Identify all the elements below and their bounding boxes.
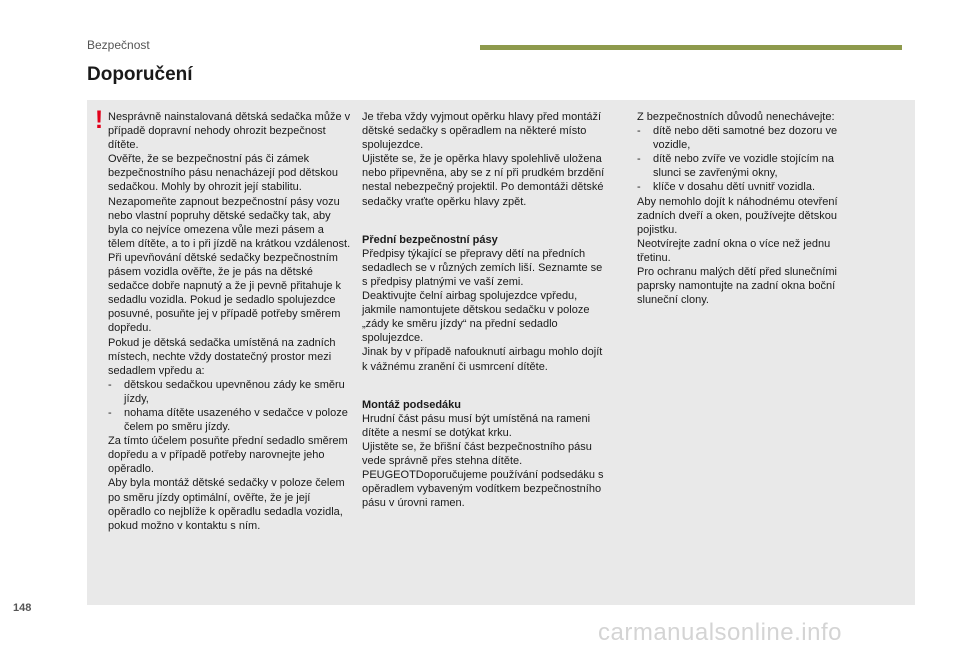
paragraph: Jinak by v případě nafouknutí airbagu mohlo dojít k vážnému zranění či usmrcení dítěte. (362, 346, 603, 373)
page-number: 148 (13, 602, 32, 614)
paragraph: Pro ochranu malých dětí před slunečními paprsky namontujte na zadní okna boční sluneční clony. (637, 266, 837, 307)
bullet-dash: - (108, 378, 112, 391)
bullet-dash: - (637, 153, 641, 166)
paragraph: Nesprávně nainstalovaná dětská sedačka může v případě dopravní nehody ohrozit bezpečnost dítěte. (108, 111, 351, 152)
list-item-text: dítě nebo zvíře ve vozidle stojícím na slunci se zavřenými okny, (653, 153, 834, 180)
list-item-text: klíče v dosahu dětí uvnitř vozidla. (653, 181, 816, 194)
paragraph: Nezapomeňte zapnout bezpečnostní pásy vozu nebo vlastní popruhy dětské sedačky tak, aby byla co nejvíce omezena vůle mezi pásem a tělem dítěte, a to i při jízdě na krátkou vzdálenost. (108, 195, 351, 250)
list-item (108, 406, 352, 434)
list-item (637, 124, 865, 152)
list-item-text: nohama dítěte usazeného v sedačce v poloze čelem po směru jízdy. (124, 406, 348, 434)
spacer (362, 221, 608, 233)
column-1 (108, 110, 352, 533)
paragraph: Ověřte, že se bezpečnostní pás či zámek bezpečnostního pásu nenacházejí pod dětskou sedačkou. Mohly by ohrozit její stabilitu. (108, 153, 338, 194)
subheading-front-seatbelts: Přední bezpečnostní pásy (362, 233, 498, 246)
paragraph: Aby byla montáž dětské sedačky v poloze čelem po směru jízdy optimální, ověřte, že je její opěradlo co nejblíže k opěradlu sedadla vozidla, pokud možno v kontaktu s ním. (108, 477, 345, 532)
paragraph: Předpisy týkající se přepravy dětí na předních sedadlech se v různých zemích liší. Seznamte se s předpisy platnými ve vaší zemi. (362, 247, 603, 288)
list-item-text: dětskou sedačkou upevněnou zády ke směru jízdy, (124, 378, 345, 405)
spacer (362, 209, 608, 221)
column-3 (637, 110, 865, 307)
paragraph: Za tímto účelem posuňte přední sedadlo směrem dopředu a v případě potřeby narovnejte jeho opěradlo. (108, 435, 348, 476)
list-item (637, 152, 865, 180)
paragraph: Deaktivujte čelní airbag spolujezdce vpředu, jakmile namontujete dětskou sedačku v poloze „zády ke směru jízdy“ na přední sedadlo spolujezdce. (362, 290, 590, 345)
list-item-text: dítě nebo děti samotné bez dozoru ve vozidle, (653, 125, 838, 152)
section-header: Bezpečnost (87, 38, 150, 52)
spacer (362, 386, 608, 398)
paragraph: Z bezpečnostních důvodů nenechávejte: (637, 111, 835, 123)
column-2 (362, 110, 608, 510)
watermark-text: carmanualsonline.info (598, 619, 842, 646)
paragraph: Neotvírejte zadní okna o více než jednu třetinu. (637, 237, 831, 264)
paragraph: Aby nemohlo dojít k náhodnému otevření zadních dveří a oken, používejte dětskou pojistku. (637, 195, 838, 236)
header-accent-bar (480, 45, 902, 50)
list-item (108, 378, 352, 406)
paragraph: Je třeba vždy vyjmout opěrku hlavy před montáží dětské sedačky s opěradlem na některé místo spolujezdce. (362, 111, 602, 152)
paragraph: Při upevňování dětské sedačky bezpečnostním pásem vozidla ověřte, že je pás na dětské sedačce dobře napnutý a že ji pevně přitahuje k sedadlu vozidla. Pokud je sedadlo spolujezdce posuvné, posuňte jej v případě potřeby směrem dopředu. (108, 251, 341, 335)
list-item (637, 180, 865, 194)
paragraph: Ujistěte se, že je opěrka hlavy spolehlivě uložena nebo připevněna, aby se z ní při prudkém brzdění nestal nebezpečný projektil. Po demontáži dětské sedačky vraťte opěrku hlavy zpět. (362, 153, 605, 208)
subheading-booster-mounting: Montáž podsedáku (362, 398, 462, 411)
page-title: Doporučení (87, 64, 193, 85)
paragraph: Hrudní část pásu musí být umístěná na rameni dítěte a nesmí se dotýkat krku. (362, 412, 591, 439)
paragraph: Ujistěte se, že břišní část bezpečnostního pásu vede správně přes stehna dítěte. (362, 440, 592, 467)
bullet-dash: - (637, 125, 641, 138)
paragraph: Pokud je dětská sedačka umístěná na zadních místech, nechte vždy dostatečný prostor mezi sedadlem vpředu a: (108, 336, 336, 377)
bullet-dash: - (637, 181, 641, 194)
spacer (362, 374, 608, 386)
exclamation-mark-icon: ! (94, 106, 104, 134)
paragraph: PEUGEOTDoporučujeme používání podsedáku s opěradlem vybaveným vodítkem bezpečnostního pásu v úrovni ramen. (362, 469, 604, 510)
bullet-dash: - (108, 406, 112, 419)
